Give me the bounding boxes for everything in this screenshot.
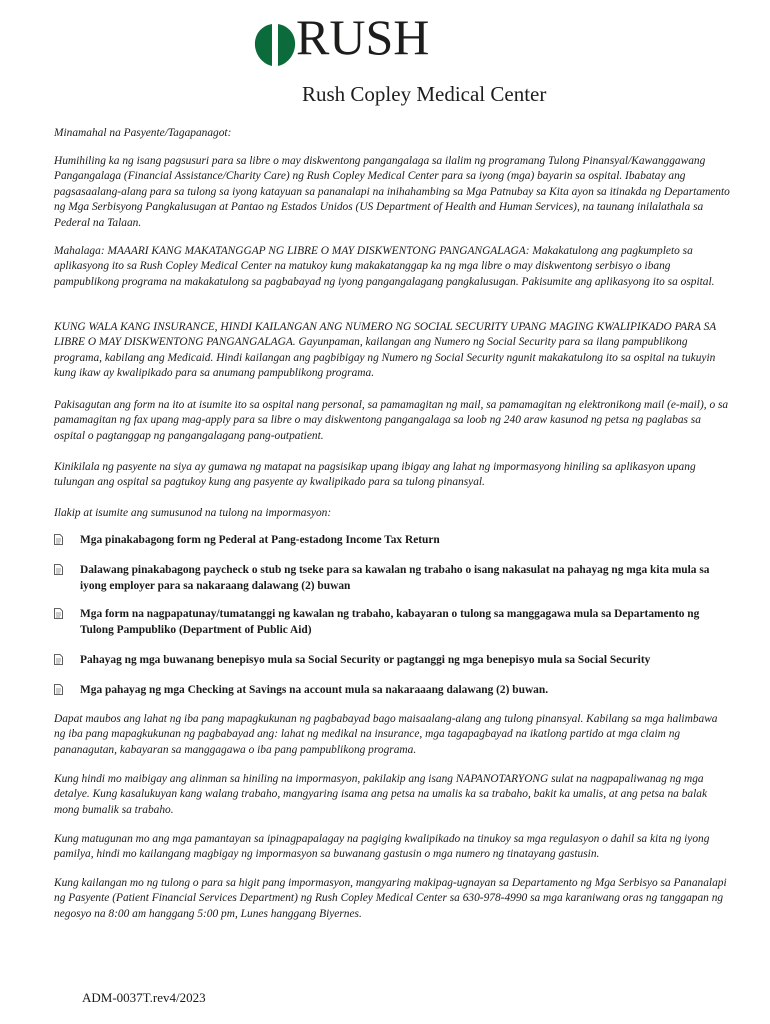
- salutation: Minamahal na Pasyente/Tagapanagot:: [54, 127, 232, 139]
- document-icon: [54, 684, 63, 695]
- document-code: ADM-0037T.rev4/2023: [82, 990, 206, 1005]
- paragraph-attach-intro: Ilakip at isumite ang sumusunod na tulong na impormasyon:: [54, 507, 332, 519]
- paragraph-acknowledgement: Kinikilala ng pasyente na siya ay gumawa ng matapat na pagsisikap upang ibigay ang lahat ng impormasyong hiniling sa aplikasyon upang tulungan ang ospital sa pagtukoy kung ang pasyente ay kwalipikado para sa tulong pinansyal.: [54, 461, 696, 489]
- logo-wordmark: RUSH: [296, 9, 430, 65]
- list-item-text: Dalawang pinakabagong paycheck o stub ng tseke para sa kawalan ng trabaho o isang nakasulat na pahayag ng mga kita mula sa iyong employer para sa nakaraang dalawang (2) buwan: [80, 564, 710, 592]
- list-item-text: Mga pinakabagong form ng Pederal at Pang-estadong Income Tax Return: [80, 534, 440, 546]
- document-icon: [54, 564, 63, 575]
- list-item-text: Mga form na nagpapatunay/tumatanggi ng kawalan ng trabaho, kabayaran o tulong sa manggagawa mula sa Departamento ng Tulong Pampubliko (Department of Public Aid): [80, 608, 700, 636]
- list-item-text: Pahayag ng mga buwanang benepisyo mula sa Social Security or pagtanggi ng mga benepisyo mula sa Social Security: [80, 654, 651, 666]
- paragraph-eligibility: Kung matugunan mo ang mga pamantayan sa ipinagpapalagay na pagiging kwalipikado na tinukoy sa mga regulasyon o dahil sa kita ng iyong pamilya, hindi mo kailangang magbigay ng impormasyon sa buwanang gastusin o mga numero ng tinatayang gastusin.: [54, 833, 710, 861]
- rush-leaf-logo-icon: [252, 20, 298, 68]
- document-icon: [54, 608, 63, 619]
- paragraph-notarized: Kung hindi mo maibigay ang alinman sa hiniling na impormasyon, pakilakip ang isang NAPANOTARYONG sulat na nagpapaliwanag ng mga detalye. Kung kasalukuyan kang walang trabaho, mangyaring isama ang petsa na umalis ka sa trabaho, bakit ka umalis, at ang petsa na balak mong bumalik sa trabaho.: [54, 773, 708, 816]
- list-item-text: Mga pahayag ng mga Checking at Savings na account mula sa nakaraaang dalawang (2) buwan.: [80, 684, 549, 696]
- paragraph-other-resources: Dapat maubos ang lahat ng iba pang mapagkukunan ng pagbabayad bago maisaalang-alang ang tulong pinansyal. Kabilang sa mga halimbawa ng iba pang mapagkukunan ng pagbabayad ang: lahat ng medikal na insurance, mga tagapagbayad na ikatlong partido at mga claim ng pananagutan, kabayaran sa manggagawa o iba pang pampublikong programa.: [54, 713, 718, 756]
- paragraph-contact: Kung kailangan mo ng tulong o para sa higit pang impormasyon, mangyaring makipag-ugnayan sa Departamento ng Mga Serbisyo sa Pananalapi ng Pasyente (Patient Financial Services Department) ng Rush Copley Medical Center sa 630-978-4990 sa mga karaniwang oras ng tanggapan ng negosyo na 8:00 am hanggang 5:00 pm, Lunes hanggang Biyernes.: [54, 877, 727, 920]
- document-icon: [54, 654, 63, 665]
- document-icon: [54, 534, 63, 545]
- paragraph-request: Humihiling ka ng isang pagsusuri para sa libre o may diskwentong pangangalaga sa ilalim ng programang Tulong Pinansyal/Kawanggawang Pangangalaga (Financial Assistance/Charity Care) ng Rush Copley Medical Center para sa iyong (mga) bayarin sa ospital. Ibabatay ang pagsasaalang-alang para sa tulong sa iyong katayuan sa pananalapi na inihahambing sa Mga Patnubay sa Kita ayon sa itinakda ng Departamento ng Mga Serbisyong Pangkalusugan at Pantao ng Estados Unidos (US Department of Health and Human Services), na taunang inilalathala sa Pederal na Talaan.: [54, 155, 730, 229]
- logo-subtitle: Rush Copley Medical Center: [302, 82, 547, 106]
- paragraph-important: Mahalaga: MAAARI KANG MAKATANGGAP NG LIBRE O MAY DISKWENTONG PANGANGALAGA: Makakatulong ang pagkumpleto sa aplikasyong ito sa Rush Copley Medical Center na matukoy kung makakatanggap ka ng mga libre o may diskwentong serbisyo o ibang pampublikong programa na makakatulong sa pagbabayad ng iyong pangangalagang pangkalusugan. Pakisumite ang aplikasyong ito sa ospital.: [54, 245, 715, 288]
- rush-logo: [252, 9, 572, 110]
- paragraph-submission: Pakisagutan ang form na ito at isumite ito sa ospital nang personal, sa pamamagitan ng mail, sa pamamagitan ng elektronikong mail (e-mail), o sa pamamagitan ng fax upang mag-apply para sa libre o may diskwentong pangangalaga sa loob ng 240 araw kasunod ng petsa ng paglabas sa ospital o pagtanggap ng pangangalagang pang-outpatient.: [54, 399, 729, 442]
- paragraph-insurance: KUNG WALA KANG INSURANCE, HINDI KAILANGAN ANG NUMERO NG SOCIAL SECURITY UPANG MAGING KWALIPIKADO PARA SA LIBRE O MAY DISKWENTONG PANGANGALAGA. Gayunpaman, kailangan ang Numero ng Social Security para sa ilang pampublikong programa, kabilang ang Medicaid. Hindi kailangan ang pagbibigay ng Numero ng Social Security ngunit makakatulong ito sa ospital na tukuyin kung ikaw ay kwalipikado para sa anumang pampublikong programa.: [54, 321, 717, 380]
